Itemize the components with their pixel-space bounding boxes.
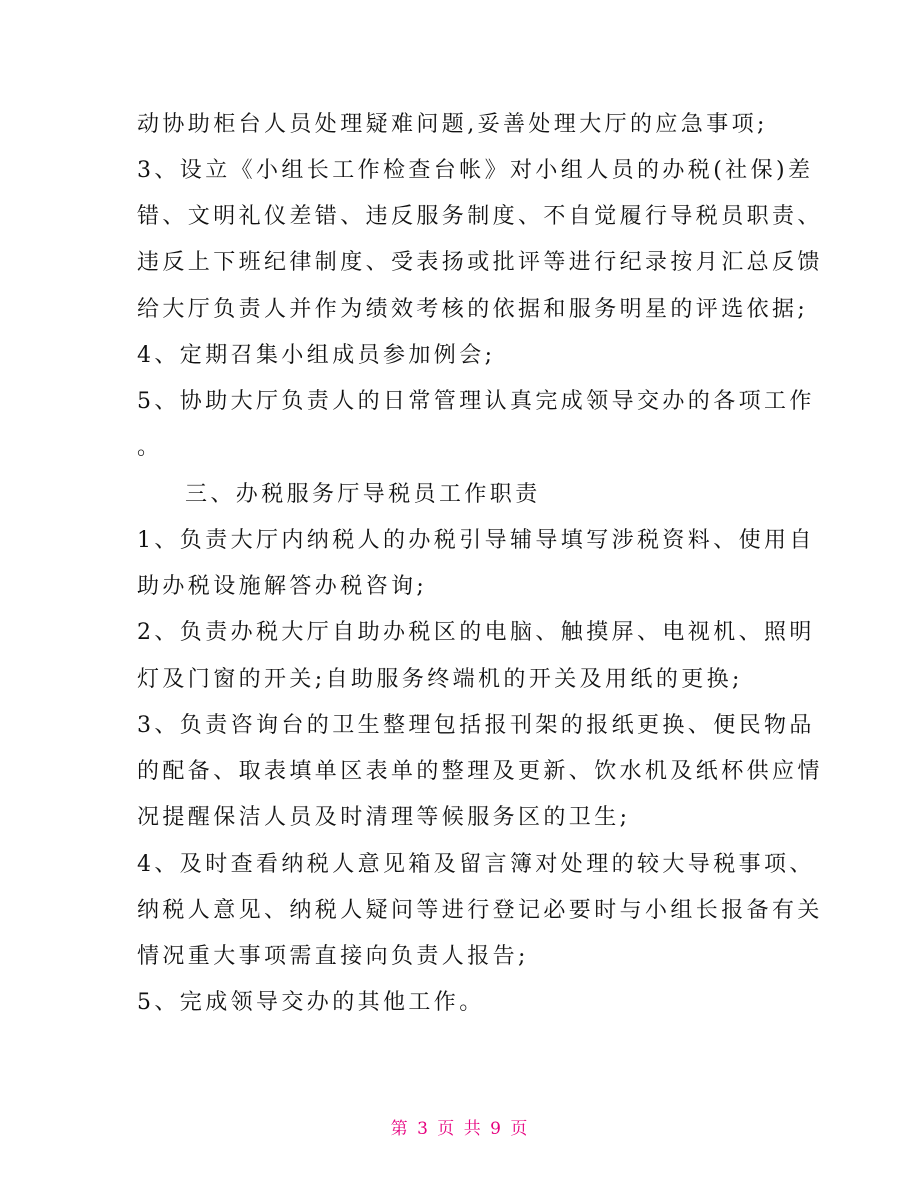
text-line: 。 [137, 435, 163, 460]
text-line: 给大厅负责人并作为绩效考核的依据和服务明星的评选依据; [137, 297, 809, 322]
text-line: 况提醒保洁人员及时清理等候服务区的卫生; [137, 805, 631, 830]
text-line: 的配备、取表填单区表单的整理及更新、饮水机及纸杯供应情 [137, 759, 823, 784]
section-heading: 三、办税服务厅导税员工作职责 [185, 482, 541, 507]
text-line: 2、负责办税大厅自助办税区的电脑、触摸屏、电视机、照明 [137, 620, 815, 645]
text-line: 违反上下班纪律制度、受表扬或批评等进行纪录按月汇总反馈 [137, 250, 823, 275]
text-line: 4、及时查看纳税人意见箱及留言簿对处理的较大导税事项、 [137, 852, 815, 877]
text-line: 5、协助大厅负责人的日常管理认真完成领导交办的各项工作 [137, 389, 815, 414]
text-line: 情况重大事项需直接向负责人报告; [137, 944, 529, 969]
text-line: 1、负责大厅内纳税人的办税引导辅导填写涉税资料、使用自 [137, 528, 815, 553]
text-line: 动协助柜台人员处理疑难问题,妥善处理大厅的应急事项; [137, 112, 768, 137]
text-line: 5、完成领导交办的其他工作。 [137, 990, 485, 1015]
text-line: 3、设立《小组长工作检查台帐》对小组人员的办税(社保)差 [137, 158, 814, 183]
text-line: 灯及门窗的开关;自助服务终端机的开关及用纸的更换; [137, 667, 743, 692]
text-line: 助办税设施解答办税咨询; [137, 574, 428, 599]
text-line: 4、定期召集小组成员参加例会; [137, 343, 496, 368]
page-number-footer: 第 3 页 共 9 页 [390, 1119, 530, 1139]
text-line: 错、文明礼仪差错、违反服务制度、不自觉履行导税员职责、 [137, 204, 823, 229]
text-line: 纳税人意见、纳税人疑问等进行登记必要时与小组长报备有关 [137, 898, 823, 923]
text-line: 3、负责咨询台的卫生整理包括报刊架的报纸更换、便民物品 [137, 713, 815, 738]
